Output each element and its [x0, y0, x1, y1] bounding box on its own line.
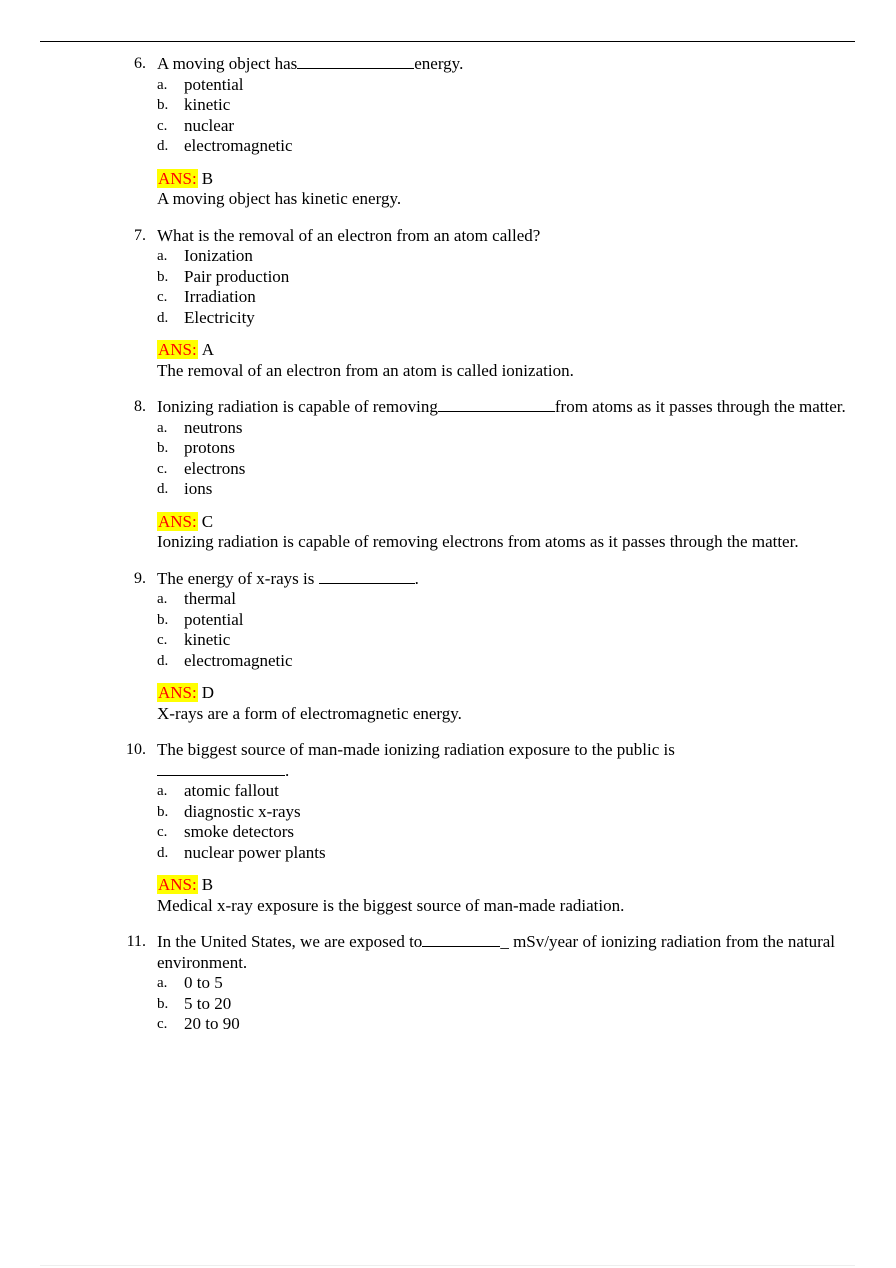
answer-line: [157, 169, 847, 190]
stem-text: A moving object has: [157, 54, 298, 73]
choice-letter: a.: [157, 783, 168, 799]
question-stem: [157, 932, 847, 973]
question-body: [157, 740, 847, 916]
choice-letter: c.: [157, 289, 168, 305]
choice-letter: c.: [157, 1016, 168, 1032]
ans-label: ANS:: [158, 168, 197, 188]
answer-block: [157, 875, 847, 916]
choice-letter: d.: [157, 844, 169, 861]
stem-text: .: [285, 760, 290, 780]
choice-text: neutrons: [184, 417, 243, 437]
rationale: X-rays are a form of electromagnetic energy.: [157, 703, 462, 723]
answer-letter: B: [201, 168, 214, 188]
choice-list: [157, 589, 847, 671]
ans-label: ANS:: [158, 340, 197, 359]
question-number: 8.: [134, 398, 146, 415]
choice-text: kinetic: [184, 95, 231, 114]
choice-letter: d.: [157, 481, 169, 497]
question-number: 11.: [126, 933, 146, 950]
choice-c: [157, 1014, 847, 1035]
choice-list: [157, 75, 847, 157]
question-8: [0, 397, 896, 553]
answer-letter: C: [201, 511, 214, 531]
answer-block: [157, 169, 847, 210]
choice-text: potential: [184, 609, 244, 629]
choice-letter: a.: [157, 419, 168, 436]
choice-text: electrons: [184, 458, 246, 478]
choice-text: kinetic: [184, 630, 231, 649]
choice-text: 0 to 5: [184, 973, 223, 992]
stem-text: Ionizing radiation is capable of removing: [157, 397, 438, 416]
choice-list: [157, 973, 847, 1035]
stem-text: .: [414, 568, 419, 588]
question-number: 10.: [126, 741, 146, 758]
choice-text: 5 to 20: [184, 993, 232, 1013]
question-stem: What is the removal of an electron from an atom called?: [157, 225, 541, 245]
question-stem: [157, 397, 847, 418]
question-10: [0, 740, 896, 916]
choice-text: thermal: [184, 589, 236, 608]
choice-c: [157, 822, 847, 843]
answer-line: [157, 875, 847, 896]
choice-a: [157, 75, 847, 96]
choice-b: [157, 802, 847, 823]
question-number: 9.: [134, 569, 146, 587]
question-list: [0, 54, 896, 1051]
choice-text: smoke detectors: [184, 822, 294, 841]
choice-a: [157, 589, 847, 610]
choice-a: [157, 418, 847, 439]
answer-letter: D: [201, 683, 215, 702]
choice-letter: a.: [157, 248, 168, 264]
choice-letter: b.: [157, 440, 169, 456]
rationale: Ionizing radiation is capable of removing electrons from atoms as it passes through the matter.: [157, 532, 799, 551]
choice-letter: d.: [157, 309, 169, 326]
choice-c: [157, 287, 847, 308]
question-7: [0, 226, 896, 382]
choice-c: [157, 116, 847, 137]
choice-letter: a.: [157, 975, 168, 991]
choice-text: electromagnetic: [184, 650, 293, 670]
choice-letter: a.: [157, 76, 168, 93]
choice-letter: b.: [157, 611, 169, 628]
choice-letter: b.: [157, 995, 169, 1012]
question-stem: [157, 54, 847, 75]
choice-letter: d.: [157, 652, 169, 669]
choice-text: Electricity: [184, 307, 255, 327]
footer-rule: [40, 1265, 855, 1266]
stem-text: from atoms as it passes through the matter.: [554, 397, 846, 416]
choice-text: 20 to 90: [184, 1014, 240, 1033]
choice-text: potential: [184, 74, 244, 94]
question-stem: [157, 569, 847, 590]
answer-block: [157, 512, 847, 553]
answer-letter: B: [201, 875, 214, 894]
choice-text: Irradiation: [184, 287, 256, 306]
choice-text: protons: [184, 438, 235, 457]
choice-letter: b.: [157, 803, 169, 820]
question-body: [157, 569, 847, 725]
answer-block: [157, 340, 847, 381]
choice-text: Ionization: [184, 246, 253, 265]
choice-a: [157, 973, 847, 994]
choice-d: [157, 843, 847, 864]
choice-b: [157, 267, 847, 288]
choice-text: nuclear power plants: [184, 842, 326, 862]
choice-list: [157, 418, 847, 500]
choice-letter: b.: [157, 268, 169, 285]
choice-letter: c.: [157, 117, 168, 134]
choice-letter: c.: [157, 460, 168, 477]
choice-d: [157, 479, 847, 500]
answer-block: [157, 683, 847, 724]
stem-text: The energy of x-rays is: [157, 568, 319, 588]
choice-text: electromagnetic: [184, 136, 293, 155]
stem-text: energy.: [414, 54, 464, 73]
choice-a: [157, 246, 847, 267]
choice-list: [157, 246, 847, 328]
choice-c: [157, 630, 847, 651]
fill-blank: [157, 761, 285, 776]
choice-text: diagnostic x-rays: [184, 801, 301, 821]
choice-a: [157, 781, 847, 802]
stem-text: _ mSv/year of ionizing radiation from the natural environment.: [157, 932, 836, 972]
stem-text: The biggest source of man-made ionizing radiation exposure to the public is: [157, 740, 675, 759]
question-body: [157, 397, 847, 553]
question-number: 7.: [134, 226, 146, 244]
stem-text: In the United States, we are exposed to: [157, 932, 423, 951]
choice-d: [157, 136, 847, 157]
header-rule: [40, 41, 855, 42]
question-body: [157, 226, 847, 382]
choice-text: Pair production: [184, 266, 290, 286]
fill-blank: [422, 932, 500, 947]
choice-letter: d.: [157, 138, 169, 154]
answer-line: [157, 512, 847, 533]
fill-blank: [297, 54, 414, 69]
question-number: 6.: [134, 55, 146, 72]
choice-b: [157, 610, 847, 631]
rationale: The removal of an electron from an atom is called ionization.: [157, 360, 574, 380]
answer-letter: A: [201, 340, 215, 359]
ans-label: ANS:: [158, 511, 197, 531]
fill-blank: [319, 569, 415, 584]
choice-list: [157, 781, 847, 863]
answer-line: [157, 683, 847, 704]
choice-text: ions: [184, 479, 213, 498]
choice-letter: a.: [157, 591, 168, 607]
question-9: [0, 569, 896, 725]
choice-text: nuclear: [184, 115, 235, 135]
choice-d: [157, 651, 847, 672]
question-body: [157, 932, 847, 1035]
question-stem: [157, 740, 847, 781]
choice-text: atomic fallout: [184, 781, 279, 800]
question-6: [0, 54, 896, 210]
choice-c: [157, 459, 847, 480]
rationale: Medical x-ray exposure is the biggest source of man-made radiation.: [157, 895, 625, 915]
choice-b: [157, 994, 847, 1015]
choice-letter: c.: [157, 824, 168, 840]
ans-label: ANS:: [158, 683, 197, 702]
choice-b: [157, 95, 847, 116]
fill-blank: [438, 397, 555, 412]
choice-d: [157, 308, 847, 329]
rationale: A moving object has kinetic energy.: [157, 189, 402, 208]
choice-letter: c.: [157, 632, 168, 648]
question-11: [0, 932, 896, 1035]
choice-b: [157, 438, 847, 459]
ans-label: ANS:: [158, 875, 197, 894]
question-body: [157, 54, 847, 210]
answer-line: [157, 340, 847, 361]
choice-letter: b.: [157, 97, 169, 113]
